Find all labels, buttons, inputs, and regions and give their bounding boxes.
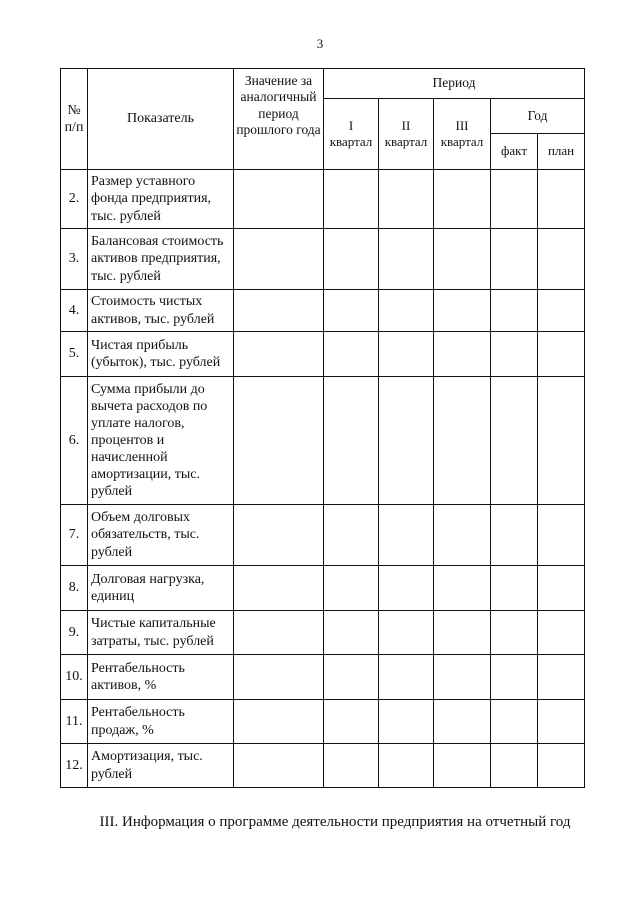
header-num: № п/п: [61, 69, 88, 170]
table-row: [61, 700, 585, 744]
header-q1: [324, 99, 379, 170]
row-number: 6.: [61, 377, 88, 505]
row-label: Рентабельность активов, %: [88, 655, 234, 700]
row-number: 3.: [61, 229, 88, 290]
row-number: 4.: [61, 290, 88, 332]
table-row: [61, 377, 585, 505]
row-label: Чистая прибыль (убыток), тыс. рублей: [88, 332, 234, 377]
table-row: [61, 170, 585, 229]
row-number: 2.: [61, 170, 88, 229]
indicators-table: [60, 68, 585, 788]
header-fact: факт: [491, 134, 538, 170]
header-q1-roman: I: [348, 117, 354, 133]
row-label: Сумма прибыли до вычета расходов по уплате налогов, процентов и начисленной амортизации, тыс. рублей: [88, 377, 234, 505]
header-q3-word: квартал: [440, 134, 484, 149]
row-label: Балансовая стоимость активов предприятия, тыс. рублей: [88, 229, 234, 290]
row-number: 8.: [61, 566, 88, 611]
section-heading: III. Информация о программе деятельности предприятия на отчетный год: [99, 814, 571, 830]
page-number: 3: [316, 36, 324, 51]
header-q3-roman: III: [455, 117, 469, 133]
table-row: [61, 332, 585, 377]
row-label: Объем долговых обязательств, тыс. рублей: [88, 505, 234, 566]
header-q3: [434, 99, 491, 170]
table-row: [61, 611, 585, 655]
header-previous-year: Значение за аналогичный период прошлого года: [234, 69, 324, 170]
row-label: Стоимость чистых активов, тыс. рублей: [88, 290, 234, 332]
header-period: Период: [324, 69, 585, 99]
header-q2-word: квартал: [384, 134, 428, 149]
table-row: [61, 655, 585, 700]
row-number: 5.: [61, 332, 88, 377]
row-label: Размер уставного фонда предприятия, тыс. рублей: [88, 170, 234, 229]
header-q2-roman: II: [401, 117, 411, 133]
header-q1-word: квартал: [329, 134, 373, 149]
table-row: [61, 290, 585, 332]
table-row: [61, 505, 585, 566]
row-number: 11.: [61, 700, 88, 744]
header-indicator: Показатель: [88, 69, 234, 170]
table-row: [61, 744, 585, 788]
row-label: Долговая нагрузка, единиц: [88, 566, 234, 611]
table-row: [61, 566, 585, 611]
row-label: Амортизация, тыс. рублей: [88, 744, 234, 788]
header-q2: [379, 99, 434, 170]
row-number: 9.: [61, 611, 88, 655]
table-row: [61, 229, 585, 290]
header-year: Год: [491, 99, 585, 134]
row-number: 10.: [61, 655, 88, 700]
row-number: 7.: [61, 505, 88, 566]
row-number: 12.: [61, 744, 88, 788]
row-label: Рентабельность продаж, %: [88, 700, 234, 744]
row-label: Чистые капитальные затраты, тыс. рублей: [88, 611, 234, 655]
header-plan: план: [538, 134, 585, 170]
